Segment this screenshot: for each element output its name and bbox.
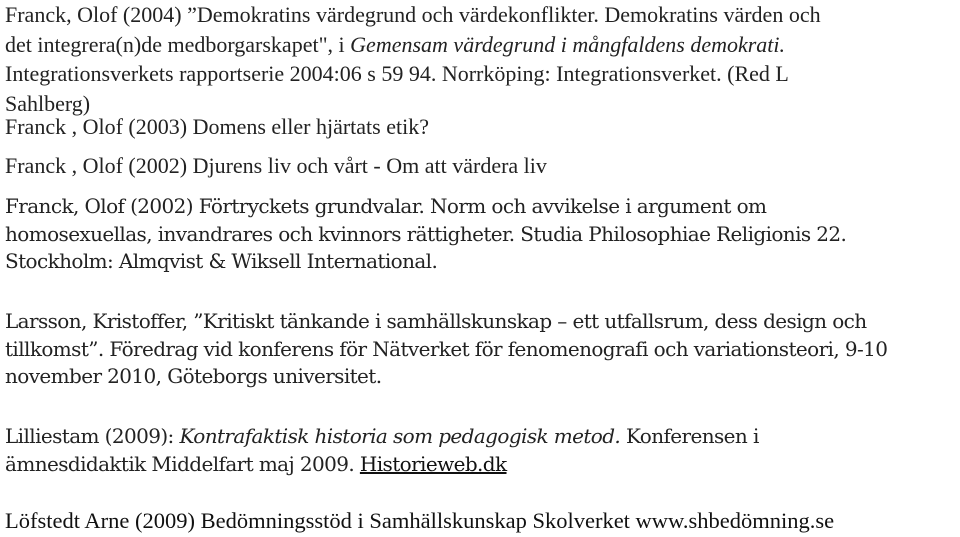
reference-franck-2003 — [5, 112, 956, 142]
reference-line: Franck, Olof (2004) ”Demokratins värdegrund och värdekonflikter. Demokratins värden och — [5, 2, 821, 27]
reference-line — [5, 423, 956, 451]
reference-title-italic: Kontrafaktisk historia som pedagogisk metod. — [179, 424, 621, 448]
reference-text: Lilliestam (2009): — [5, 424, 180, 448]
reference-line: Larsson, Kristoffer, ”Kritiskt tänkande i samhällskunskap – ett utfallsrum, dess design och — [5, 309, 867, 333]
reference-line: tillkomst”. Föredrag vid konferens för Nätverket för fenomenografi och variationsteori, 9-10 — [5, 336, 888, 361]
reference-franck-2004 — [5, 0, 956, 118]
reference-line: Franck , Olof (2003) Domens eller hjärtats etik? — [5, 114, 429, 139]
reference-text: ämnesdidaktik Middelfart maj 2009. — [5, 451, 360, 476]
historieweb-link[interactable]: Historieweb.dk — [359, 451, 507, 476]
reference-lofstedt — [5, 507, 956, 535]
reference-line: november 2010, Göteborgs universitet. — [5, 364, 382, 389]
reference-lilliestam — [5, 423, 956, 478]
reference-line: Franck , Olof (2002) Djurens liv och vårt - Om att värdera liv — [5, 153, 547, 178]
reference-line: Stockholm: Almqvist & Wiksell International. — [5, 249, 438, 274]
reference-line: Sahlberg) — [5, 90, 91, 116]
reference-franck-2002-djurens — [5, 151, 956, 181]
reference-line: homosexuellas, invandrares och kvinnors rättigheter. Studia Philosophiae Religionis 22. — [5, 221, 847, 246]
reference-title-italic: Gemensam värdegrund i mångfaldens demokrati. — [350, 31, 786, 57]
reference-text: det integrera(n)de medborgarskapet", i — [5, 31, 351, 57]
reference-larsson — [5, 308, 956, 391]
reference-line: Franck, Olof (2002) Förtryckets grundvalar. Norm och avvikelse i argument om — [5, 194, 767, 218]
reference-franck-2002-fortryckets — [5, 193, 956, 276]
reference-line: Integrationsverkets rapportserie 2004:06 s 59 94. Norrköping: Integrationsverket. (Red L — [5, 61, 789, 86]
reference-line — [5, 30, 956, 60]
reference-line — [5, 451, 956, 479]
reference-text: Konferensen i — [620, 424, 759, 448]
reference-line: Löfstedt Arne (2009) Bedömningsstöd i Samhällskunskap Skolverket www.shbedömning.se — [5, 508, 835, 533]
